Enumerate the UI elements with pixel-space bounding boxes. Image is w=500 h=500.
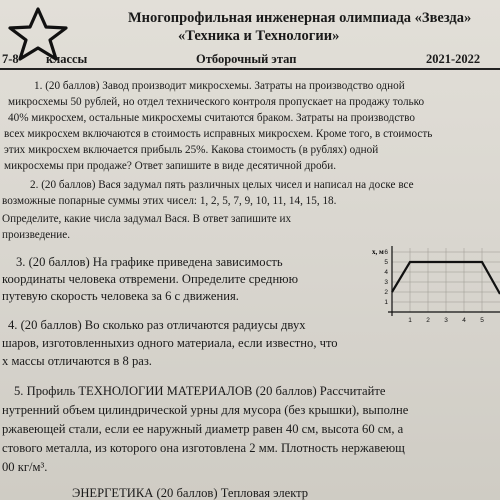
task-3-line-3: путевую скорость человека за 6 с движения.: [2, 289, 239, 303]
task-1-line-4: всех микросхем включаются в стоимость исправных микросхем. Кроме того, в стоимость: [4, 128, 433, 140]
y-tick: 2: [384, 289, 388, 296]
grades-label: классы: [46, 52, 88, 66]
task-5-line-2: нутренний объем цилиндрической урны для мусора (без крышки), выполне: [2, 403, 409, 417]
task-5-line-5: 00 кг/м³.: [2, 460, 48, 474]
x-tick: 4: [462, 317, 466, 324]
year-label: 2021-2022: [426, 52, 481, 66]
task-5-line-3: ржавеющей стали, если ее наружный диаметр равен 40 см, высота 60 см, а: [2, 422, 404, 436]
task-5-line-4: стового металла, из которого она изготовлена 2 мм. Плотность нержавеющ: [2, 441, 405, 455]
task-6-line-1: ЭНЕРГЕТИКА (20 баллов) Тепловая электр: [72, 486, 309, 500]
task-4-line-1: 4. (20 баллов) Во сколько раз отличаются радиусы двух: [8, 318, 306, 332]
task-4-line-2: шаров, изготовленныхиз одного материала, если известно, что: [2, 336, 338, 350]
coordinate-time-graph: [368, 246, 500, 338]
x-tick: 5: [480, 317, 484, 324]
task-3-line-2: координаты человека отвремени. Определите среднюю: [2, 272, 298, 286]
task-1-line-5: этих микросхем включается прибыль 25%. Какова стоимость (в рублях) одной: [4, 144, 379, 156]
olympiad-title: Многопрофильная инженерная олимпиада «Звезда»: [128, 10, 472, 26]
olympiad-subtitle: «Техника и Технологии»: [178, 28, 340, 44]
task-1-line-2: микросхемы 50 рублей, но отдел технического контроля пропускает на продажу только: [8, 96, 425, 108]
grades: 7-8: [2, 52, 19, 66]
y-tick: 4: [384, 269, 388, 276]
x-tick: 2: [426, 317, 430, 324]
y-tick: 6: [384, 249, 388, 256]
task-1-line-6: микросхемы при продаже? Ответ запишите в виде десятичной дроби.: [4, 160, 337, 172]
x-tick: 3: [444, 317, 448, 324]
header-rule: [0, 68, 500, 70]
task-2-line-4: произведение.: [2, 229, 71, 241]
y-tick: 3: [384, 279, 388, 286]
task-2-line-3: Определите, какие числа задумал Вася. В ответ запишите их: [2, 213, 292, 225]
graph-ylabel: x, м: [372, 248, 384, 256]
task-1-line-3: 40% микросхем, остальные микросхемы считаются браком. Затраты на производство: [8, 112, 415, 124]
stage-label: Отборочный этап: [196, 52, 297, 66]
task-4-line-3: х массы отличаются в 8 раз.: [2, 354, 152, 368]
task-2-line-1: 2. (20 баллов) Вася задумал пять различных целых чисел и написал на доске все: [30, 179, 414, 191]
task-1-line-1: 1. (20 баллов) Завод производит микросхемы. Затраты на производство одной: [34, 80, 405, 92]
y-tick: 1: [384, 299, 388, 306]
y-tick: 5: [384, 259, 388, 266]
x-tick: 1: [408, 317, 412, 324]
task-5-line-1: 5. Профиль ТЕХНОЛОГИИ МАТЕРИАЛОВ (20 баллов) Рассчитайте: [14, 384, 386, 398]
task-3-line-1: 3. (20 баллов) На графике приведена зависимость: [16, 255, 283, 269]
task-2-line-2: возможные попарные суммы этих чисел: 1, 2, 5, 7, 9, 10, 11, 14, 15, 18.: [2, 195, 337, 207]
